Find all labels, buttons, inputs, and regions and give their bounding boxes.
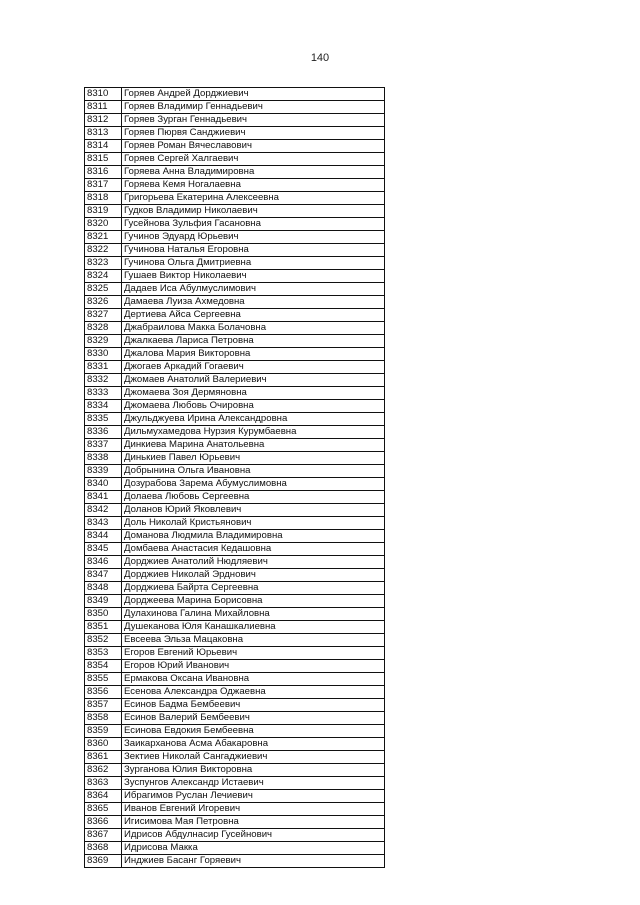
table-row — [85, 166, 385, 179]
table-row — [85, 322, 385, 335]
person-name-cell: Евсеева Эльза Мацаковна — [122, 634, 385, 647]
row-number-cell: 8349 — [85, 595, 122, 608]
table-row — [85, 218, 385, 231]
row-number-cell: 8320 — [85, 218, 122, 231]
table-row — [85, 699, 385, 712]
person-name-cell: Горяев Зурган Геннадьевич — [122, 114, 385, 127]
row-number-cell: 8369 — [85, 855, 122, 868]
table-row — [85, 452, 385, 465]
person-name-cell: Гучинов Эдуард Юрьевич — [122, 231, 385, 244]
row-number-cell: 8321 — [85, 231, 122, 244]
person-name-cell: Иванов Евгений Игоревич — [122, 803, 385, 816]
row-number-cell: 8314 — [85, 140, 122, 153]
row-number-cell: 8366 — [85, 816, 122, 829]
person-name-cell: Зектиев Николай Сангаджиевич — [122, 751, 385, 764]
table-row — [85, 88, 385, 101]
row-number-cell: 8344 — [85, 530, 122, 543]
person-name-cell: Джогаев Аркадий Гогаевич — [122, 361, 385, 374]
person-name-cell: Джульджуева Ирина Александровна — [122, 413, 385, 426]
person-name-cell: Дорджиев Анатолий Нюдляевич — [122, 556, 385, 569]
person-name-cell: Григорьева Екатерина Алексеевна — [122, 192, 385, 205]
row-number-cell: 8343 — [85, 517, 122, 530]
row-number-cell: 8330 — [85, 348, 122, 361]
table-row — [85, 673, 385, 686]
person-name-cell: Горяев Роман Вячеславович — [122, 140, 385, 153]
row-number-cell: 8316 — [85, 166, 122, 179]
table-row — [85, 374, 385, 387]
row-number-cell: 8360 — [85, 738, 122, 751]
row-number-cell: 8345 — [85, 543, 122, 556]
row-number-cell: 8327 — [85, 309, 122, 322]
table-row — [85, 257, 385, 270]
person-name-cell: Джалова Мария Викторовна — [122, 348, 385, 361]
row-number-cell: 8342 — [85, 504, 122, 517]
row-number-cell: 8326 — [85, 296, 122, 309]
person-name-cell: Зуспунгов Александр Истаевич — [122, 777, 385, 790]
row-number-cell: 8340 — [85, 478, 122, 491]
table-row — [85, 660, 385, 673]
table-row — [85, 101, 385, 114]
person-name-cell: Гудков Владимир Николаевич — [122, 205, 385, 218]
row-number-cell: 8348 — [85, 582, 122, 595]
person-name-cell: Джомаева Зоя Дермяновна — [122, 387, 385, 400]
table-row — [85, 192, 385, 205]
table-row — [85, 426, 385, 439]
table-row — [85, 530, 385, 543]
person-name-cell: Егоров Евгений Юрьевич — [122, 647, 385, 660]
name-list-body — [85, 88, 385, 868]
table-row — [85, 296, 385, 309]
row-number-cell: 8324 — [85, 270, 122, 283]
person-name-cell: Дильмухамедова Нурзия Курумбаевна — [122, 426, 385, 439]
table-row — [85, 647, 385, 660]
person-name-cell: Доманова Людмила Владимировна — [122, 530, 385, 543]
person-name-cell: Дорджиев Николай Эрднович — [122, 569, 385, 582]
person-name-cell: Зурганова Юлия Викторовна — [122, 764, 385, 777]
row-number-cell: 8363 — [85, 777, 122, 790]
person-name-cell: Динкиева Марина Анатольевна — [122, 439, 385, 452]
table-row — [85, 205, 385, 218]
person-name-cell: Джабраилова Макка Болачовна — [122, 322, 385, 335]
person-name-cell: Есенова Александра Оджаевна — [122, 686, 385, 699]
person-name-cell: Гучинова Ольга Дмитриевна — [122, 257, 385, 270]
row-number-cell: 8352 — [85, 634, 122, 647]
table-row — [85, 777, 385, 790]
row-number-cell: 8313 — [85, 127, 122, 140]
row-number-cell: 8328 — [85, 322, 122, 335]
row-number-cell: 8332 — [85, 374, 122, 387]
row-number-cell: 8357 — [85, 699, 122, 712]
person-name-cell: Игисимова Мая Петровна — [122, 816, 385, 829]
row-number-cell: 8310 — [85, 88, 122, 101]
person-name-cell: Дертиева Айса Сергеевна — [122, 309, 385, 322]
row-number-cell: 8338 — [85, 452, 122, 465]
person-name-cell: Джалкаева Лариса Петровна — [122, 335, 385, 348]
table-row — [85, 153, 385, 166]
person-name-cell: Заикарханова Асма Абакаровна — [122, 738, 385, 751]
person-name-cell: Горяев Пюрвя Санджиевич — [122, 127, 385, 140]
table-row — [85, 517, 385, 530]
table-row — [85, 231, 385, 244]
person-name-cell: Есинова Евдокия Бембеевна — [122, 725, 385, 738]
table-row — [85, 387, 385, 400]
person-name-cell: Гусейнова Зульфия Гасановна — [122, 218, 385, 231]
table-row — [85, 595, 385, 608]
table-row — [85, 140, 385, 153]
table-row — [85, 283, 385, 296]
table-row — [85, 179, 385, 192]
person-name-cell: Идрисов Абдулнасир Гусейнович — [122, 829, 385, 842]
person-name-cell: Домбаева Анастасия Кедашовна — [122, 543, 385, 556]
row-number-cell: 8337 — [85, 439, 122, 452]
table-row — [85, 751, 385, 764]
table-row — [85, 413, 385, 426]
row-number-cell: 8312 — [85, 114, 122, 127]
table-row — [85, 309, 385, 322]
person-name-cell: Инджиев Басанг Горяевич — [122, 855, 385, 868]
table-row — [85, 712, 385, 725]
person-name-cell: Добрынина Ольга Ивановна — [122, 465, 385, 478]
row-number-cell: 8356 — [85, 686, 122, 699]
row-number-cell: 8354 — [85, 660, 122, 673]
person-name-cell: Дулахинова Галина Михайловна — [122, 608, 385, 621]
row-number-cell: 8355 — [85, 673, 122, 686]
table-row — [85, 790, 385, 803]
page-number: 140 — [310, 52, 330, 64]
person-name-cell: Дозурабова Зарема Абумуслимовна — [122, 478, 385, 491]
row-number-cell: 8341 — [85, 491, 122, 504]
person-name-cell: Долаева Любовь Сергеевна — [122, 491, 385, 504]
row-number-cell: 8353 — [85, 647, 122, 660]
table-row — [85, 478, 385, 491]
row-number-cell: 8333 — [85, 387, 122, 400]
person-name-cell: Дорджиева Байрта Сергеевна — [122, 582, 385, 595]
row-number-cell: 8325 — [85, 283, 122, 296]
person-name-cell: Гучинова Наталья Егоровна — [122, 244, 385, 257]
row-number-cell: 8315 — [85, 153, 122, 166]
row-number-cell: 8351 — [85, 621, 122, 634]
person-name-cell: Есинов Бадма Бембеевич — [122, 699, 385, 712]
person-name-cell: Горяев Сергей Халгаевич — [122, 153, 385, 166]
table-row — [85, 361, 385, 374]
table-row — [85, 543, 385, 556]
row-number-cell: 8365 — [85, 803, 122, 816]
person-name-cell: Горяев Андрей Дорджиевич — [122, 88, 385, 101]
row-number-cell: 8331 — [85, 361, 122, 374]
row-number-cell: 8364 — [85, 790, 122, 803]
person-name-cell: Ибрагимов Руслан Лечиевич — [122, 790, 385, 803]
person-name-cell: Егоров Юрий Иванович — [122, 660, 385, 673]
row-number-cell: 8322 — [85, 244, 122, 257]
row-number-cell: 8336 — [85, 426, 122, 439]
row-number-cell: 8367 — [85, 829, 122, 842]
table-row — [85, 738, 385, 751]
table-row — [85, 465, 385, 478]
row-number-cell: 8311 — [85, 101, 122, 114]
row-number-cell: 8359 — [85, 725, 122, 738]
row-number-cell: 8339 — [85, 465, 122, 478]
table-row — [85, 816, 385, 829]
table-row — [85, 686, 385, 699]
person-name-cell: Ермакова Оксана Ивановна — [122, 673, 385, 686]
row-number-cell: 8362 — [85, 764, 122, 777]
table-row — [85, 127, 385, 140]
table-row — [85, 621, 385, 634]
row-number-cell: 8361 — [85, 751, 122, 764]
name-list-table — [84, 87, 385, 868]
row-number-cell: 8346 — [85, 556, 122, 569]
row-number-cell: 8334 — [85, 400, 122, 413]
table-row — [85, 491, 385, 504]
table-row — [85, 335, 385, 348]
table-row — [85, 556, 385, 569]
row-number-cell: 8317 — [85, 179, 122, 192]
person-name-cell: Доланов Юрий Яковлевич — [122, 504, 385, 517]
row-number-cell: 8319 — [85, 205, 122, 218]
row-number-cell: 8329 — [85, 335, 122, 348]
table-row — [85, 582, 385, 595]
person-name-cell: Дадаев Иса Абулмуслимович — [122, 283, 385, 296]
person-name-cell: Душеканова Юля Канашкалиевна — [122, 621, 385, 634]
person-name-cell: Динькиев Павел Юрьевич — [122, 452, 385, 465]
table-row — [85, 764, 385, 777]
person-name-cell: Джомаева Любовь Очировна — [122, 400, 385, 413]
table-row — [85, 855, 385, 868]
table-row — [85, 608, 385, 621]
table-row — [85, 803, 385, 816]
person-name-cell: Дамаева Луиза Ахмедовна — [122, 296, 385, 309]
table-row — [85, 829, 385, 842]
table-row — [85, 114, 385, 127]
table-row — [85, 634, 385, 647]
person-name-cell: Идрисова Макка — [122, 842, 385, 855]
table-row — [85, 504, 385, 517]
row-number-cell: 8335 — [85, 413, 122, 426]
person-name-cell: Горяева Анна Владимировна — [122, 166, 385, 179]
table-row — [85, 400, 385, 413]
table-row — [85, 244, 385, 257]
row-number-cell: 8347 — [85, 569, 122, 582]
row-number-cell: 8318 — [85, 192, 122, 205]
row-number-cell: 8368 — [85, 842, 122, 855]
table-row — [85, 569, 385, 582]
row-number-cell: 8323 — [85, 257, 122, 270]
table-row — [85, 725, 385, 738]
person-name-cell: Есинов Валерий Бембеевич — [122, 712, 385, 725]
person-name-cell: Горяева Кемя Ногалаевна — [122, 179, 385, 192]
row-number-cell: 8358 — [85, 712, 122, 725]
table-row — [85, 348, 385, 361]
person-name-cell: Доль Николай Кристьянович — [122, 517, 385, 530]
row-number-cell: 8350 — [85, 608, 122, 621]
table-row — [85, 842, 385, 855]
person-name-cell: Горяев Владимир Геннадьевич — [122, 101, 385, 114]
person-name-cell: Гушаев Виктор Николаевич — [122, 270, 385, 283]
person-name-cell: Джомаев Анатолий Валериевич — [122, 374, 385, 387]
table-row — [85, 439, 385, 452]
table-row — [85, 270, 385, 283]
person-name-cell: Дорджеева Марина Борисовна — [122, 595, 385, 608]
